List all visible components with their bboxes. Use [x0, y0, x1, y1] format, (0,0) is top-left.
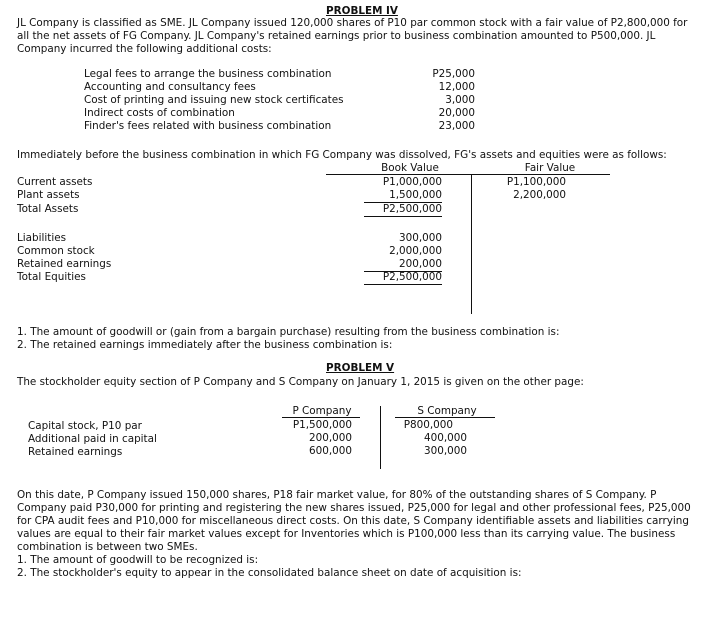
asset-fair-value: 2,200,000 [513, 189, 566, 201]
equity-row-label: Retained earnings [28, 446, 123, 458]
cost-label: Legal fees to arrange the business combination [84, 68, 332, 80]
cost-amount: 23,000 [438, 120, 475, 132]
s-company-value: P800,000 [403, 419, 453, 431]
asset-book-value: P1,000,000 [382, 176, 442, 188]
column-divider [471, 174, 472, 314]
cost-label: Accounting and consultancy fees [84, 81, 256, 93]
problem-iv-title: PROBLEM IV [326, 5, 398, 17]
cost-label: Indirect costs of combination [84, 107, 235, 119]
asset-book-value: 1,500,000 [364, 189, 442, 203]
p-company-value: P1,500,000 [292, 419, 352, 431]
asset-book-value: P2,500,000 [364, 203, 442, 217]
equity-book-value: P2,500,000 [364, 271, 442, 285]
cost-label: Cost of printing and issuing new stock certificates [84, 94, 344, 106]
s-header-rule [395, 417, 495, 418]
column-divider [380, 406, 381, 469]
problem-v-intro: The stockholder equity section of P Company and S Company on January 1, 2015 is given on the other page: [17, 376, 584, 388]
problem-v-title: PROBLEM V [326, 362, 395, 374]
cost-amount: P25,000 [432, 68, 475, 80]
book-value-header: Book Value [381, 162, 439, 174]
p-header-rule [282, 417, 360, 418]
equity-book-value: 200,000 [364, 258, 442, 272]
cost-label: Finder's fees related with business combination [84, 120, 332, 132]
header-rule [326, 174, 610, 175]
asset-fair-value: P1,100,000 [506, 176, 566, 188]
p-company-header: P Company [292, 405, 352, 417]
equity-row-label: Capital stock, P10 par [28, 420, 142, 432]
problem-iv-question-1: 1. The amount of goodwill or (gain from a bargain purchase) resulting from the business combination is: [17, 326, 560, 338]
equity-label: Total Equities [17, 271, 86, 283]
equity-label: Liabilities [17, 232, 67, 244]
equity-label: Retained earnings [17, 258, 112, 270]
asset-label: Current assets [17, 176, 93, 188]
cost-amount: 12,000 [438, 81, 475, 93]
equity-label: Common stock [17, 245, 95, 257]
cost-amount: 20,000 [438, 107, 475, 119]
problem-iv-question-2: 2. The retained earnings immediately after the business combination is: [17, 339, 393, 351]
s-company-value: 300,000 [424, 445, 467, 457]
cost-amount: 3,000 [445, 94, 475, 106]
problem-v-question-1: 1. The amount of goodwill to be recognized is: [17, 554, 259, 566]
fg-balances-intro: Immediately before the business combination in which FG Company was dissolved, FG's assets and equities were as follows: [17, 149, 667, 161]
equity-row-label: Additional paid in capital [28, 433, 157, 445]
problem-iv-intro: JL Company is classified as SME. JL Company issued 120,000 shares of P10 par common stock with a fair value of P2,800,000 for all the net assets of FG Company. JL Company's retained earnings prior to business combination amounted to P500,000. JL Company incurred the following additional costs: [17, 17, 688, 55]
problem-v-body: On this date, P Company issued 150,000 shares, P18 fair market value, for 80% of the outstanding shares of S Company. P Company paid P30,000 for printing and registering the new shares issued, P25,000 for legal and other professional fees, P25,000 for CPA audit fees and P10,000 for miscellaneous direct costs. On this date, S Company identifiable assets and liabilities carrying values are equal to their fair market values except for Inventories which is P100,000 less than its carrying value. The business combination is between two SMEs. [17, 489, 691, 553]
s-company-value: 400,000 [424, 432, 467, 444]
s-company-header: S Company [417, 405, 477, 417]
fair-value-header: Fair Value [524, 162, 576, 174]
equity-book-value: 2,000,000 [389, 245, 442, 257]
p-company-value: 200,000 [309, 432, 352, 444]
asset-label: Plant assets [17, 189, 80, 201]
p-company-value: 600,000 [309, 445, 352, 457]
problem-v-question-2: 2. The stockholder's equity to appear in the consolidated balance sheet on date of acquisition is: [17, 567, 522, 579]
equity-book-value: 300,000 [399, 232, 442, 244]
asset-label: Total Assets [17, 203, 79, 215]
